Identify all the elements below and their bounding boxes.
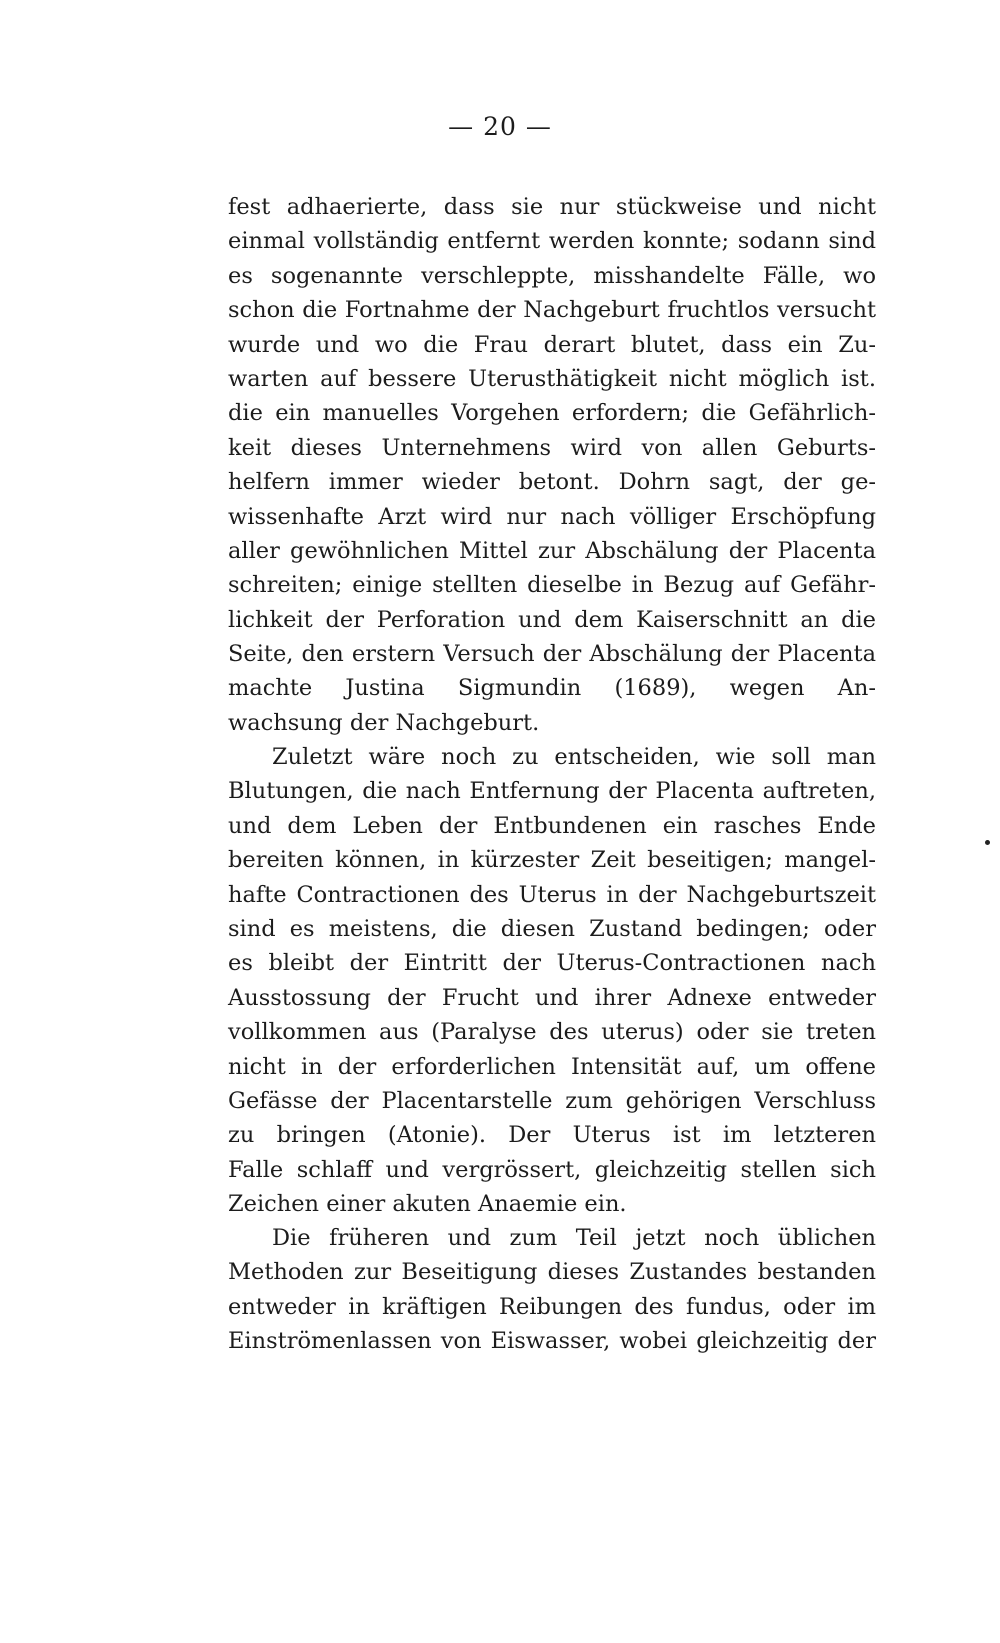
text-line: Einströmenlassen von Eiswasser, wobei gleichzeitig der xyxy=(228,1328,876,1355)
text-line: bereiten können, in kürzester Zeit beseitigen; mangel- xyxy=(228,847,876,874)
paragraph-2 xyxy=(228,740,876,1221)
text-line: zu bringen (Atonie). Der Uterus ist im letzteren xyxy=(228,1122,876,1149)
text-line: warten auf bessere Uterusthätigkeit nicht möglich ist. xyxy=(228,365,876,392)
text-line: vollkommen aus (Paralyse des uterus) oder sie treten xyxy=(228,1019,876,1046)
text-line: entweder in kräftigen Reibungen des fundus, oder im xyxy=(228,1293,876,1320)
text-line: wachsung der Nachgeburt. xyxy=(228,709,540,736)
text-line: schon die Fortnahme der Nachgeburt fruchtlos versucht xyxy=(228,297,876,324)
page-number: — 20 — xyxy=(448,112,552,141)
text-line: Seite, den erstern Versuch der Abschälung der Placenta xyxy=(228,641,876,668)
text-line: aller gewöhnlichen Mittel zur Abschälung der Placenta xyxy=(228,537,876,564)
text-line: und dem Leben der Entbundenen ein rasches Ende xyxy=(228,812,876,839)
text-line: nicht in der erforderlichen Intensität auf, um offene xyxy=(228,1053,876,1080)
text-line: Ausstossung der Frucht und ihrer Adnexe entweder xyxy=(228,984,876,1011)
text-line: Die früheren und zum Teil jetzt noch üblichen xyxy=(272,1225,876,1251)
text-line: helfern immer wieder betont. Dohrn sagt, der ge- xyxy=(228,469,876,496)
text-line: sind es meistens, die diesen Zustand bedingen; oder xyxy=(228,915,876,942)
paragraph-3 xyxy=(228,1221,876,1359)
text-line: Zuletzt wäre noch zu entscheiden, wie soll man xyxy=(272,744,876,770)
text-line: Zeichen einer akuten Anaemie ein. xyxy=(228,1191,627,1218)
text-line: machte Justina Sigmundin (1689), wegen An- xyxy=(228,675,876,702)
text-line: schreiten; einige stellten dieselbe in Bezug auf Gefähr- xyxy=(228,572,876,599)
text-line: wissenhafte Arzt wird nur nach völliger Erschöpfung xyxy=(228,503,876,530)
paragraph-1 xyxy=(228,190,876,740)
text-line: Gefässe der Placentarstelle zum gehörigen Verschluss xyxy=(228,1087,876,1114)
text-line: hafte Contractionen des Uterus in der Nachgeburtszeit xyxy=(228,881,876,908)
text-line: lichkeit der Perforation und dem Kaiserschnitt an die xyxy=(228,606,876,633)
text-line: Falle schlaff und vergrössert, gleichzeitig stellen sich xyxy=(228,1156,876,1183)
margin-mark xyxy=(985,840,990,845)
text-line: fest adhaerierte, dass sie nur stückweise und nicht xyxy=(228,194,876,220)
text-line: die ein manuelles Vorgehen erfordern; die Gefährlich- xyxy=(228,400,876,427)
text-line: Methoden zur Beseitigung dieses Zustandes bestanden xyxy=(228,1259,876,1286)
text-line: Blutungen, die nach Entfernung der Placenta auftreten, xyxy=(228,778,876,805)
text-line: keit dieses Unternehmens wird von allen Geburts- xyxy=(228,434,876,461)
text-line: es sogenannte verschleppte, misshandelte Fälle, wo xyxy=(228,262,876,289)
text-line: es bleibt der Eintritt der Uterus-Contractionen nach xyxy=(228,950,876,977)
text-line: wurde und wo die Frau derart blutet, dass ein Zu- xyxy=(228,331,876,358)
text-line: einmal vollständig entfernt werden konnte; sodann sind xyxy=(228,228,876,255)
